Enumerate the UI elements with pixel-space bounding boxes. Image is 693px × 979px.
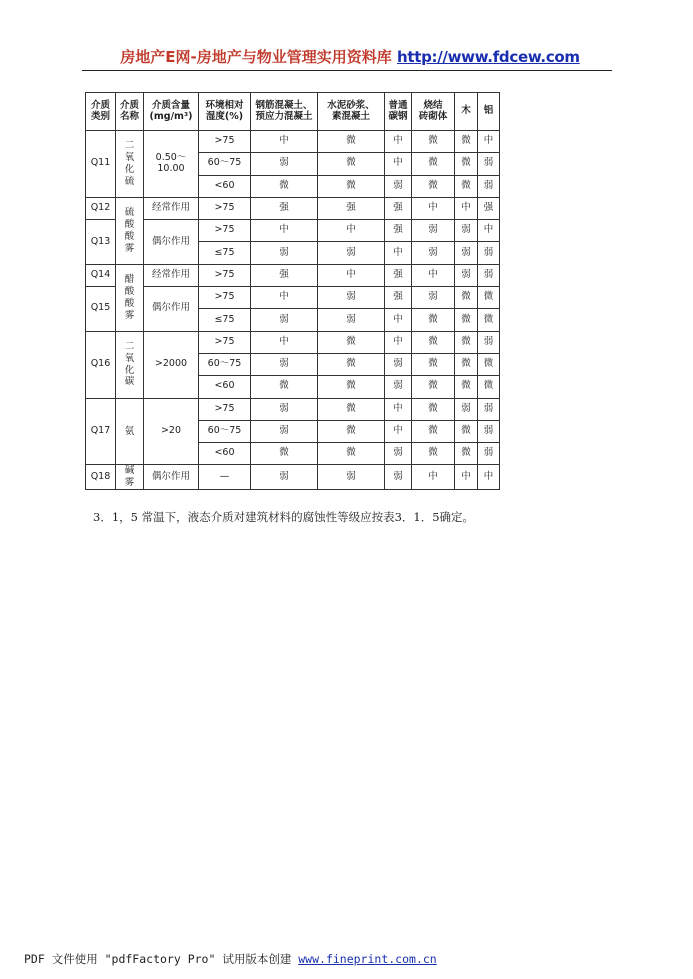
grade-cell: 弱 (412, 220, 455, 242)
grade-cell: 弱 (251, 153, 318, 175)
grade-cell: 弱 (455, 264, 478, 286)
table-row (86, 264, 500, 286)
content-cell: 经常作用 (144, 264, 199, 286)
humidity-cell: <60 (199, 443, 251, 465)
grade-cell: 中 (455, 197, 478, 219)
header-cell: 介质 类别 (86, 93, 116, 131)
grade-cell: 强 (385, 197, 412, 219)
grade-cell: 微 (412, 131, 455, 153)
grade-cell: 微 (478, 287, 500, 309)
humidity-cell: >75 (199, 398, 251, 420)
grade-cell: 中 (478, 220, 500, 242)
grade-cell: 微 (455, 420, 478, 442)
grade-cell: 微 (412, 331, 455, 353)
grade-cell: 弱 (478, 331, 500, 353)
grade-cell: 微 (455, 131, 478, 153)
medium-name-cell: 氨 (116, 398, 144, 465)
footer-link[interactable]: www.fineprint.com.cn (298, 952, 437, 966)
humidity-cell: 60～75 (199, 420, 251, 442)
grade-cell: 弱 (455, 242, 478, 264)
category-cell: Q13 (86, 220, 116, 265)
grade-cell: 中 (251, 287, 318, 309)
grade-cell: 弱 (478, 398, 500, 420)
grade-cell: 微 (318, 398, 385, 420)
grade-cell: 微 (478, 376, 500, 398)
header-cell: 介质 名称 (116, 93, 144, 131)
humidity-cell: — (199, 465, 251, 490)
humidity-cell: >75 (199, 131, 251, 153)
grade-cell: 弱 (318, 287, 385, 309)
header-title-e: E (165, 48, 176, 66)
content-cell: >2000 (144, 331, 199, 398)
medium-name-cell: 二氧化碳 (116, 331, 144, 398)
content-cell: 偶尔作用 (144, 220, 199, 265)
grade-cell: 微 (412, 175, 455, 197)
table-row (86, 465, 500, 490)
grade-cell: 微 (412, 309, 455, 331)
content-cell: 偶尔作用 (144, 287, 199, 332)
grade-cell: 弱 (251, 242, 318, 264)
grade-cell: 中 (385, 309, 412, 331)
table-body (86, 131, 500, 490)
grade-cell: 微 (412, 420, 455, 442)
grade-cell: 中 (412, 197, 455, 219)
grade-cell: 中 (385, 153, 412, 175)
grade-cell: 弱 (251, 398, 318, 420)
content-cell: 偶尔作用 (144, 465, 199, 490)
grade-cell: 微 (318, 331, 385, 353)
grade-cell: 弱 (412, 287, 455, 309)
grade-cell: 中 (385, 331, 412, 353)
medium-name-cell: 醋酸酸雾 (116, 264, 144, 331)
grade-cell: 微 (412, 443, 455, 465)
grade-cell: 微 (455, 376, 478, 398)
grade-cell: 中 (478, 131, 500, 153)
humidity-cell: >75 (199, 197, 251, 219)
category-cell: Q15 (86, 287, 116, 332)
grade-cell: 中 (318, 264, 385, 286)
medium-name-cell: 二氧化硫 (116, 131, 144, 198)
table-row (86, 197, 500, 219)
table-row (86, 220, 500, 242)
table-header-row (86, 93, 500, 131)
grade-cell: 中 (412, 264, 455, 286)
humidity-cell: >75 (199, 220, 251, 242)
table-row (86, 331, 500, 353)
category-cell: Q16 (86, 331, 116, 398)
grade-cell: 微 (455, 331, 478, 353)
header-cell: 介质含量 (mg/m³) (144, 93, 199, 131)
grade-cell: 弱 (318, 309, 385, 331)
grade-cell: 强 (251, 264, 318, 286)
grade-cell: 微 (318, 420, 385, 442)
grade-cell: 中 (385, 131, 412, 153)
grade-cell: 弱 (385, 353, 412, 375)
grade-cell: 弱 (455, 398, 478, 420)
grade-cell: 中 (455, 465, 478, 490)
grade-cell: 微 (318, 131, 385, 153)
grade-cell: 弱 (385, 465, 412, 490)
header-cell: 木 (455, 93, 478, 131)
grade-cell: 中 (385, 242, 412, 264)
grade-cell: 弱 (478, 153, 500, 175)
humidity-cell: >75 (199, 287, 251, 309)
grade-cell: 弱 (385, 376, 412, 398)
grade-cell: 弱 (318, 242, 385, 264)
grade-cell: 弱 (251, 465, 318, 490)
table-row (86, 287, 500, 309)
category-cell: Q18 (86, 465, 116, 490)
content-cell: 0.50～10.00 (144, 131, 199, 198)
header-cell: 普通 碳钢 (385, 93, 412, 131)
category-cell: Q11 (86, 131, 116, 198)
pdf-footer (24, 951, 437, 967)
grade-cell: 弱 (318, 465, 385, 490)
header-url-link[interactable]: http://www.fdcew.com (396, 48, 580, 66)
grade-cell: 中 (385, 420, 412, 442)
note-paragraph: 3．1，5 常温下，液态介质对建筑材料的腐蚀性等级应按表3．1．5确定。 (93, 510, 475, 524)
grade-cell: 弱 (385, 175, 412, 197)
grade-cell: 中 (251, 220, 318, 242)
grade-cell: 弱 (455, 220, 478, 242)
content-cell: >20 (144, 398, 199, 465)
category-cell: Q14 (86, 264, 116, 286)
header-cell: 烧结 砖砌体 (412, 93, 455, 131)
grade-cell: 微 (412, 353, 455, 375)
grade-cell: 微 (251, 175, 318, 197)
grade-cell: 微 (412, 398, 455, 420)
grade-cell: 微 (318, 353, 385, 375)
category-cell: Q12 (86, 197, 116, 219)
grade-cell: 强 (385, 264, 412, 286)
corrosion-table (85, 92, 500, 490)
table-row (86, 398, 500, 420)
humidity-cell: <60 (199, 376, 251, 398)
grade-cell: 微 (455, 353, 478, 375)
grade-cell: 微 (412, 376, 455, 398)
grade-cell: 微 (455, 153, 478, 175)
grade-cell: 微 (478, 309, 500, 331)
grade-cell: 强 (251, 197, 318, 219)
grade-cell: 微 (251, 443, 318, 465)
grade-cell: 微 (318, 376, 385, 398)
humidity-cell: >75 (199, 264, 251, 286)
grade-cell: 微 (478, 353, 500, 375)
grade-cell: 弱 (251, 309, 318, 331)
header-cell: 铝 (478, 93, 500, 131)
grade-cell: 强 (385, 287, 412, 309)
grade-cell: 弱 (251, 420, 318, 442)
humidity-cell: >75 (199, 331, 251, 353)
humidity-cell: ≤75 (199, 309, 251, 331)
grade-cell: 弱 (478, 242, 500, 264)
grade-cell: 弱 (251, 353, 318, 375)
grade-cell: 微 (455, 287, 478, 309)
header-divider (82, 70, 612, 71)
grade-cell: 弱 (478, 443, 500, 465)
header-cell: 水泥砂浆、 素混凝土 (318, 93, 385, 131)
medium-name-cell: 硫酸酸雾 (116, 197, 144, 264)
grade-cell: 微 (455, 443, 478, 465)
grade-cell: 强 (385, 220, 412, 242)
grade-cell: 中 (251, 131, 318, 153)
header-title-part1: 房地产 (120, 48, 166, 66)
grade-cell: 微 (455, 309, 478, 331)
grade-cell: 微 (455, 175, 478, 197)
humidity-cell: <60 (199, 175, 251, 197)
humidity-cell: ≤75 (199, 242, 251, 264)
category-cell: Q17 (86, 398, 116, 465)
grade-cell: 强 (318, 197, 385, 219)
header-cell: 环境相对 湿度(%) (199, 93, 251, 131)
humidity-cell: 60～75 (199, 153, 251, 175)
grade-cell: 弱 (478, 420, 500, 442)
grade-cell: 中 (385, 398, 412, 420)
header-title-part3: 网-房地产与物业管理实用资料库 (175, 48, 392, 66)
grade-cell: 微 (318, 175, 385, 197)
table-row (86, 131, 500, 153)
grade-cell: 微 (412, 153, 455, 175)
grade-cell: 弱 (385, 443, 412, 465)
header-cell: 钢筋混凝土、 预应力混凝土 (251, 93, 318, 131)
footer-text: PDF 文件使用 "pdfFactory Pro" 试用版本创建 (24, 952, 299, 966)
grade-cell: 弱 (478, 175, 500, 197)
site-header (90, 46, 610, 67)
grade-cell: 中 (478, 465, 500, 490)
grade-cell: 微 (318, 153, 385, 175)
grade-cell: 中 (251, 331, 318, 353)
grade-cell: 中 (412, 465, 455, 490)
grade-cell: 微 (318, 443, 385, 465)
grade-cell: 弱 (412, 242, 455, 264)
grade-cell: 中 (318, 220, 385, 242)
grade-cell: 弱 (478, 264, 500, 286)
humidity-cell: 60～75 (199, 353, 251, 375)
medium-name-cell: 碱雾 (116, 465, 144, 490)
grade-cell: 微 (251, 376, 318, 398)
content-cell: 经常作用 (144, 197, 199, 219)
grade-cell: 强 (478, 197, 500, 219)
